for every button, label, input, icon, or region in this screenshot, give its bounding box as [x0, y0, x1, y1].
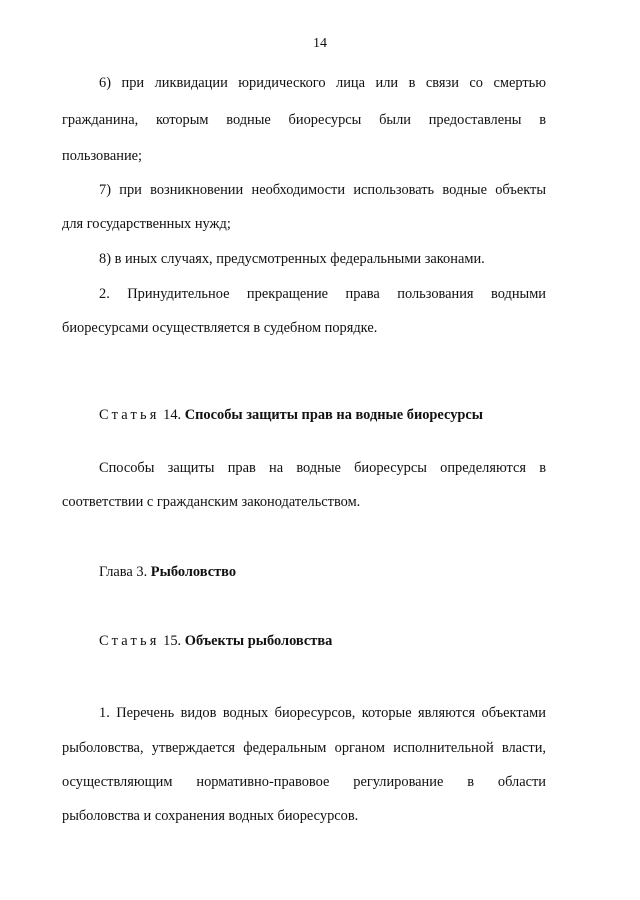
text-line: для государственных нужд;: [62, 216, 231, 232]
text-line: соответствии с гражданским законодательством.: [62, 494, 361, 510]
text-line: 7) при возникновении необходимости использовать водные объекты: [99, 182, 546, 198]
text-line: пользование;: [62, 148, 143, 164]
article-15-heading: [99, 631, 332, 651]
text-line: 1. Перечень видов водных биоресурсов, которые являются объектами: [99, 705, 546, 721]
article-number: 15.: [159, 633, 185, 649]
text-line: 2. Принудительное прекращение права пользования водными: [99, 286, 546, 302]
text-line: 8) в иных случаях, предусмотренных федеральными законами.: [99, 251, 485, 267]
article-label: Статья: [99, 633, 160, 649]
article-label: Статья: [99, 407, 160, 423]
article-title: Способы защиты прав на водные биоресурсы: [184, 407, 484, 423]
article-14-heading: [99, 405, 483, 425]
chapter-title: Рыболовство: [150, 564, 237, 580]
text-line: Способы защиты прав на водные биоресурсы определяются в: [99, 460, 546, 476]
text-line: рыболовства, утверждается федеральным органом исполнительной власти,: [62, 740, 546, 756]
text-line: биоресурсами осуществляется в судебном порядке.: [62, 320, 378, 336]
text-line: 6) при ликвидации юридического лица или в связи со смертью: [99, 75, 546, 91]
text-line: осуществляющим нормативно-правовое регулирование в области: [62, 774, 546, 790]
text-line: гражданина, которым водные биоресурсы были предоставлены в: [62, 112, 546, 128]
chapter-label: Глава 3.: [99, 564, 151, 580]
text-line: рыболовства и сохранения водных биоресурсов.: [62, 808, 359, 824]
article-title: Объекты рыболовства: [184, 633, 333, 649]
article-number: 14.: [159, 407, 185, 423]
chapter-3-heading: [99, 562, 236, 582]
page-number: 14: [313, 36, 327, 51]
